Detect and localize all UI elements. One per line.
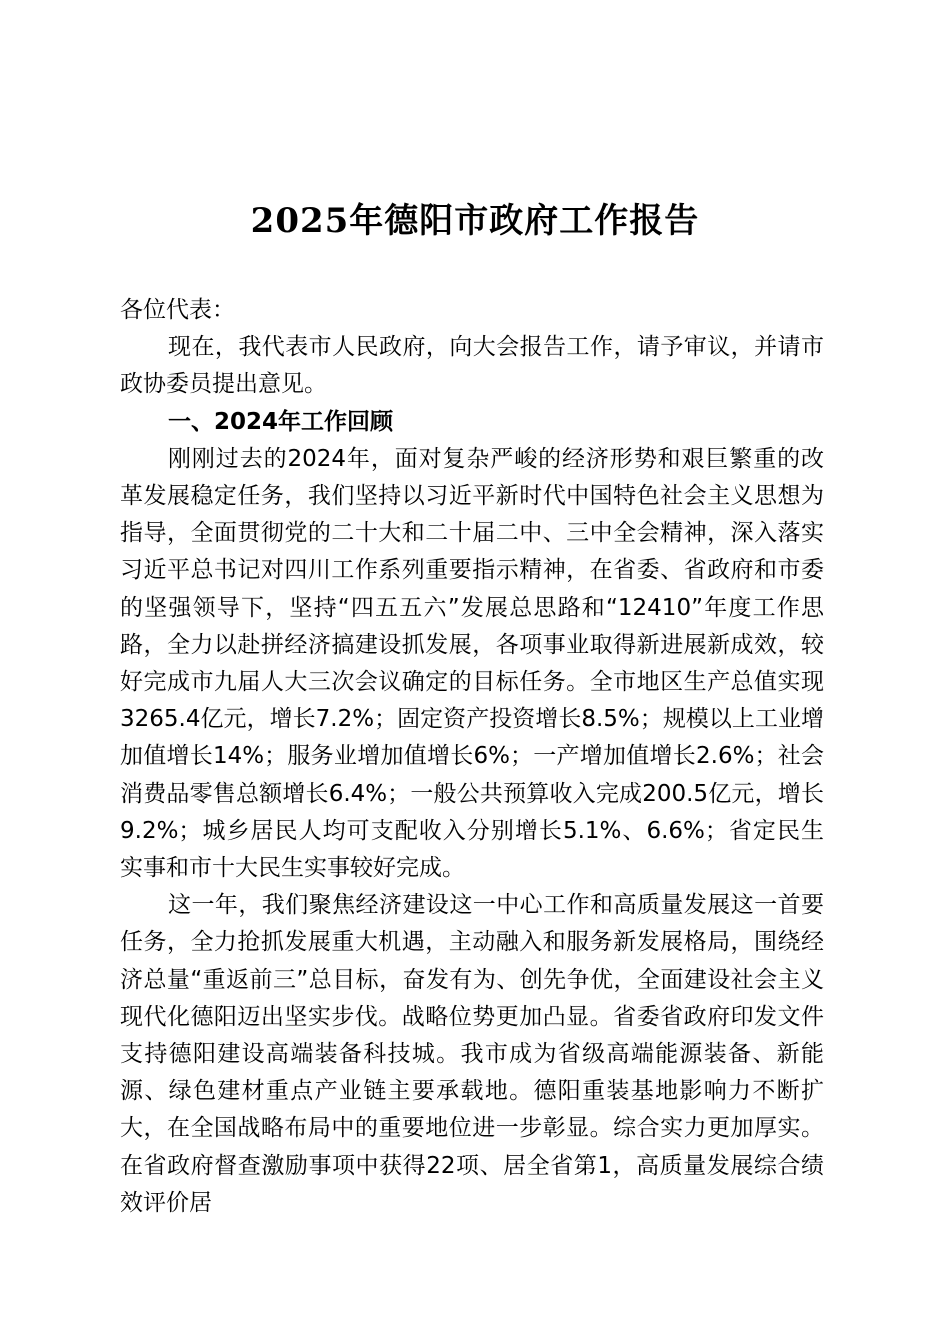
body-paragraph-1: 刚刚过去的2024年，面对复杂严峻的经济形势和艰巨繁重的改革发展稳定任务，我们坚持以习近平新时代中国特色社会主义思想为指导，全面贯彻党的二十大和二十届二中、三中全会精神，深入落实习近平总书记对四川工作系列重要指示精神，在省委、省政府和市委的坚强领导下，坚持“四五五六”发展总思路和“12410”年度工作思路，全力以赴拼经济搞建设抓发展，各项事业取得新进展新成效，较好完成市九届人大三次会议确定的目标任务。全市地区生产总值实现3265.4亿元，增长7.2%；固定资产投资增长8.5%；规模以上工业增加值增长14%；服务业增加值增长6%；一产增加值增长2.6%；社会消费品零售总额增长6.4%；一般公共预算收入完成200.5亿元，增长9.2%；城乡居民人均可支配收入分别增长5.1%、6.6%；省定民生实事和市十大民生实事较好完成。: [120, 445, 824, 882]
salutation: 各位代表：: [120, 297, 235, 323]
document-title: 2025年德阳市政府工作报告: [250, 201, 700, 241]
document-body: [120, 292, 824, 1222]
intro-paragraph: 现在，我代表市人民政府，向大会报告工作，请予审议，并请市政协委员提出意见。: [120, 334, 824, 398]
section-heading: 一、2024年工作回顾: [168, 408, 394, 435]
body-paragraph-2: 这一年，我们聚焦经济建设这一中心工作和高质量发展这一首要任务，全力抢抓发展重大机遇，主动融入和服务新发展格局，围绕经济总量“重返前三”总目标，奋发有为、创先争优，全面建设社会主义现代化德阳迈出坚实步伐。战略位势更加凸显。省委省政府印发文件支持德阳建设高端装备科技城。我市成为省级高端能源装备、新能源、绿色建材重点产业链主要承载地。德阳重装基地影响力不断扩大，在全国战略布局中的重要地位进一步彰显。综合实力更加厚实。在省政府督查激励事项中获得22项、居全省第1，高质量发展综合绩效评价居: [120, 892, 824, 1216]
